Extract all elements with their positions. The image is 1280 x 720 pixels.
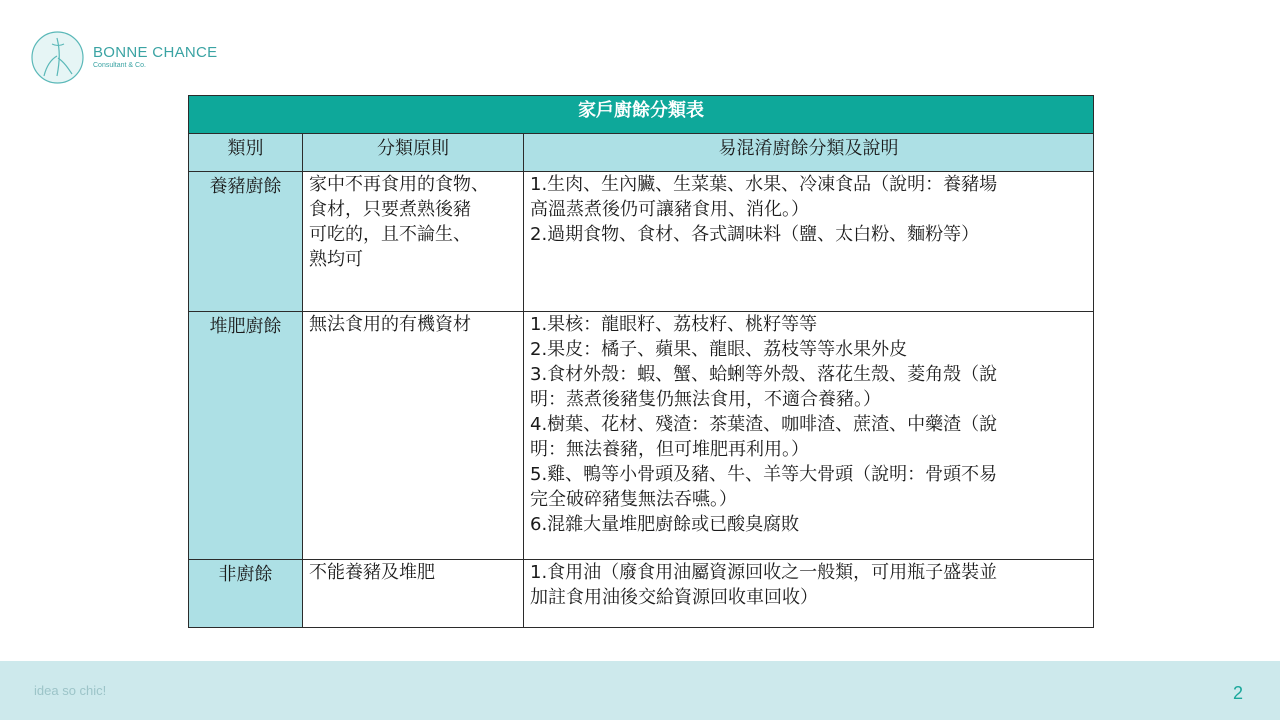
row-category: 堆肥廚餘 (189, 312, 303, 560)
row-principle (303, 312, 524, 560)
row-details (524, 560, 1094, 628)
detail-line: 5.雞、鴨等小骨頭及豬、牛、羊等大骨頭（說明：骨頭不易 (530, 464, 998, 485)
footer-bar (0, 661, 1280, 720)
detail-line: 1.生肉、生內臟、生菜葉、水果、冷凍食品（說明：養豬場 (530, 174, 998, 195)
table-title-row (189, 96, 1094, 134)
principle-line: 家中不再食用的食物、 (309, 174, 489, 195)
detail-line: 2.過期食物、食材、各式調味料（鹽、太白粉、麵粉等） (530, 224, 980, 245)
detail-line: 1.果核：龍眼籽、荔枝籽、桃籽等等 (530, 314, 818, 335)
footer-tagline: idea so chic! (34, 683, 107, 698)
row-details (524, 172, 1094, 312)
principle-line: 可吃的，且不論生、 (309, 224, 471, 245)
detail-line: 3.食材外殼：蝦、蟹、蛤蜊等外殼、落花生殼、菱角殼（說 (530, 364, 998, 385)
principle-line: 熟均可 (309, 249, 363, 270)
table-row (189, 312, 1094, 560)
logo-emblem-icon (30, 30, 85, 85)
detail-line: 6.混雜大量堆肥廚餘或已酸臭腐敗 (530, 514, 800, 535)
row-category: 養豬廚餘 (189, 172, 303, 312)
row-principle (303, 172, 524, 312)
table-header-row (189, 134, 1094, 172)
row-details (524, 312, 1094, 560)
detail-line: 明：無法養豬，但可堆肥再利用。） (530, 439, 809, 460)
detail-line: 4.樹葉、花材、殘渣：茶葉渣、咖啡渣、蔗渣、中藥渣（說 (530, 414, 998, 435)
brand-name: BONNE CHANCE (93, 43, 218, 61)
page-number: 2 (1232, 683, 1243, 703)
principle-line: 不能養豬及堆肥 (309, 562, 435, 583)
row-category: 非廚餘 (189, 560, 303, 628)
detail-line: 2.果皮：橘子、蘋果、龍眼、荔枝等等水果外皮 (530, 339, 908, 360)
brand-subtitle: Consultant & Co. (93, 61, 146, 69)
detail-line: 加註食用油後交給資源回收車回收） (530, 587, 818, 608)
detail-line: 1.食用油（廢食用油屬資源回收之一般類，可用瓶子盛裝並 (530, 562, 998, 583)
table-row (189, 560, 1094, 628)
principle-line: 食材，只要煮熟後豬 (309, 199, 471, 220)
header-details: 易混淆廚餘分類及說明 (524, 134, 1094, 172)
row-principle (303, 560, 524, 628)
brand-logo (30, 30, 217, 85)
detail-line: 明：蒸煮後豬隻仍無法食用，不適合養豬。） (530, 389, 881, 410)
header-category: 類別 (189, 134, 303, 172)
kitchen-waste-table (188, 95, 1094, 628)
detail-line: 高溫蒸煮後仍可讓豬食用、消化。） (530, 199, 809, 220)
header-principle: 分類原則 (303, 134, 524, 172)
principle-line: 無法食用的有機資材 (309, 314, 471, 335)
table-row (189, 172, 1094, 312)
detail-line: 完全破碎豬隻無法吞嚥。） (530, 489, 737, 510)
table-title: 家戶廚餘分類表 (189, 96, 1094, 134)
brand-text (93, 45, 217, 71)
